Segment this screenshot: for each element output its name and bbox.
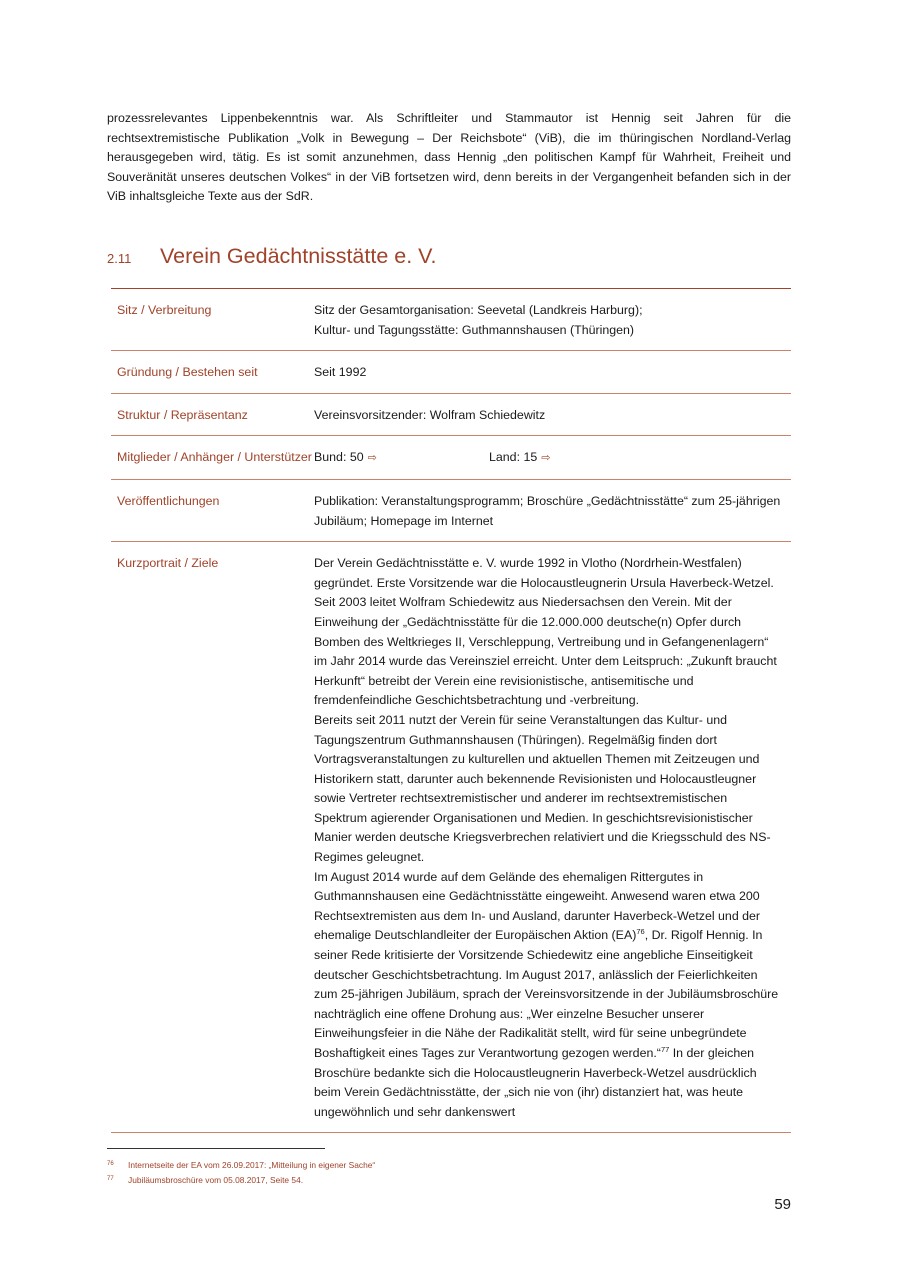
row-label: Struktur / Repräsentanz (111, 393, 314, 436)
row-value: Publikation: Veranstaltungsprogramm; Broschüre „Gedächtnisstätte“ zum 25-jährigen Jubiläum; Homepage im Internet (314, 479, 791, 541)
member-counts (314, 448, 781, 469)
footnote-76 (107, 1157, 791, 1172)
facts-table (111, 288, 791, 1133)
row-sitz (111, 289, 791, 351)
member-count-land (489, 448, 550, 469)
footnote-ref-77[interactable]: 77 (660, 1045, 670, 1054)
footnote-number: 77 (107, 1176, 114, 1182)
row-value (314, 542, 791, 1133)
portrait-text: , Dr. Rigolf Hennig. In seiner Rede kritisierte der Vorsitzende Schiedewitz eine angebliche Einseitigkeit deutscher Geschichtsbetrachtung. Im August 2017, anlässlich der Feierlichkeiten zum 25-jährigen Jubiläum, sprach der Vereinsvorsitzende in der Jubiläumsbroschüre nachträglich eine offene Drohung aus: „Wer einzelne Besucher unserer Einweihungsfeier in die Nähe der Radikalität stellt, wird für seine unbegründete Boshaftigkeit eines Tages zur Verantwortung gezogen werden.“ (314, 928, 779, 1060)
bund-value: Bund: 50 (314, 450, 364, 465)
trend-arrow-icon: ⇨ (541, 452, 551, 465)
row-value (314, 289, 791, 351)
section-heading (107, 244, 791, 269)
row-veroeffentlichungen (111, 479, 791, 541)
row-value: Seit 1992 (314, 351, 791, 394)
section-title: Verein Gedächtnisstätte e. V. (160, 244, 437, 268)
row-kurzportrait (111, 542, 791, 1133)
row-label: Veröffentlichungen (111, 479, 314, 541)
footnote-text: Internetseite der EA vom 26.09.2017: „Mitteilung in eigener Sache“ (128, 1160, 376, 1170)
trend-arrow-icon: ⇨ (367, 452, 377, 465)
intro-paragraph: prozessrelevantes Lippenbekenntnis war. Als Schriftleiter und Stammautor ist Hennig seit Jahren für die rechtsextremistische Publikation „Volk in Bewegung – Der Reichsbote“ (ViB), die im thüringischen Nordland-Verlag herausgegeben wird, tätig. Es ist somit anzunehmen, dass Hennig „den politischen Kampf für Wahrheit, Freiheit und Souveränität unseres deutschen Volkes“ in der ViB fortsetzen wird, denn bereits in der Vergangenheit befanden sich in der ViB inhaltsgleiche Texte aus der SdR. (107, 111, 791, 204)
portrait-paragraph-1: Der Verein Gedächtnisstätte e. V. wurde 1992 in Vlotho (Nordrhein-Westfalen) gegründet. Erste Vorsitzende war die Holocaustleugnerin Ursula Haverbeck-Wetzel. Seit 2003 leitet Wolfram Schiedewitz aus Niedersachsen den Verein. Mit der Einweihung der „Gedächtnisstätte für die 12.000.000 deutsche(n) Opfer durch Bomben des Weltkrieges II, Verschleppung, Vertreibung und in Gefangenenlagern“ im Jahr 2014 wurde das Vereinsziel erreicht. Unter dem Leitspruch: „Zukunft braucht Herkunft“ betreibt der Verein eine revisionistische, antisemitische und fremdenfeindliche Geschichtsbetrachtung und -verbreitung. (314, 556, 777, 708)
row-label: Kurzportrait / Ziele (111, 542, 314, 1133)
row-struktur (111, 393, 791, 436)
row-label: Gründung / Bestehen seit (111, 351, 314, 394)
portrait-paragraph-2: Bereits seit 2011 nutzt der Verein für seine Veranstaltungen das Kultur- und Tagungszentrum Guthmannshausen (Thüringen). Regelmäßig finden dort Vortragsveranstaltungen zu kulturellen und aktuellen Themen mit Zeitzeugen und Historikern statt, darunter auch bekennende Revisionisten und Holocaustleugner sowie Vertreter rechtsextremistischer und anderer im rechtsextremistischen Spektrum agierender Organisationen und Medien. In geschichtsrevisionistischer Manier werden deutsche Kriegsverbrechen relativiert und die Kriegsschuld des NS-Regimes geleugnet. (314, 712, 771, 865)
footnote-77 (107, 1172, 791, 1187)
row-value: Vereinsvorsitzender: Wolfram Schiedewitz (314, 393, 791, 436)
land-value: Land: 15 (489, 450, 538, 465)
sitz-line-1: Sitz der Gesamtorganisation: Seevetal (Landkreis Harburg); (314, 303, 643, 317)
footnote-text: Jubiläumsbroschüre vom 05.08.2017, Seite 54. (128, 1175, 304, 1185)
footnotes (107, 1157, 791, 1187)
footnote-number: 76 (107, 1161, 114, 1167)
sitz-line-2: Kultur- und Tagungsstätte: Guthmannshausen (Thüringen) (314, 322, 635, 337)
row-value (314, 436, 791, 480)
portrait-text: In der gleichen Broschüre bedankte sich die Holocaustleugnerin Haverbeck-Wetzel ausdrücklich beim Verein Gedächtnisstätte, der „sich nie von (ihr) distanziert hat, was heute ungewöhnlich und sehr dankenswert (314, 1046, 757, 1119)
row-label: Mitglieder / Anhänger / Unterstützer (111, 436, 314, 480)
row-gruendung (111, 351, 791, 394)
page-number: 59 (774, 1196, 791, 1213)
portrait-paragraph-3 (314, 868, 781, 1123)
member-count-bund (314, 448, 489, 469)
section-number: 2.11 (107, 251, 132, 266)
footnote-ref-76[interactable]: 76 (636, 927, 645, 937)
row-mitglieder (111, 436, 791, 480)
row-label: Sitz / Verbreitung (111, 289, 314, 351)
portrait-text: Im August 2014 wurde auf dem Gelände des ehemaligen Rittergutes in Guthmannshausen eine Gedächtnisstätte eingeweiht. Anwesend waren etwa 200 Rechtsextremisten aus dem In- und Ausland, darunter Haverbeck-Wetzel und der ehemalige Deutschlandleiter der Europäischen Aktion (EA) (314, 869, 761, 943)
footnote-separator (107, 1148, 325, 1149)
